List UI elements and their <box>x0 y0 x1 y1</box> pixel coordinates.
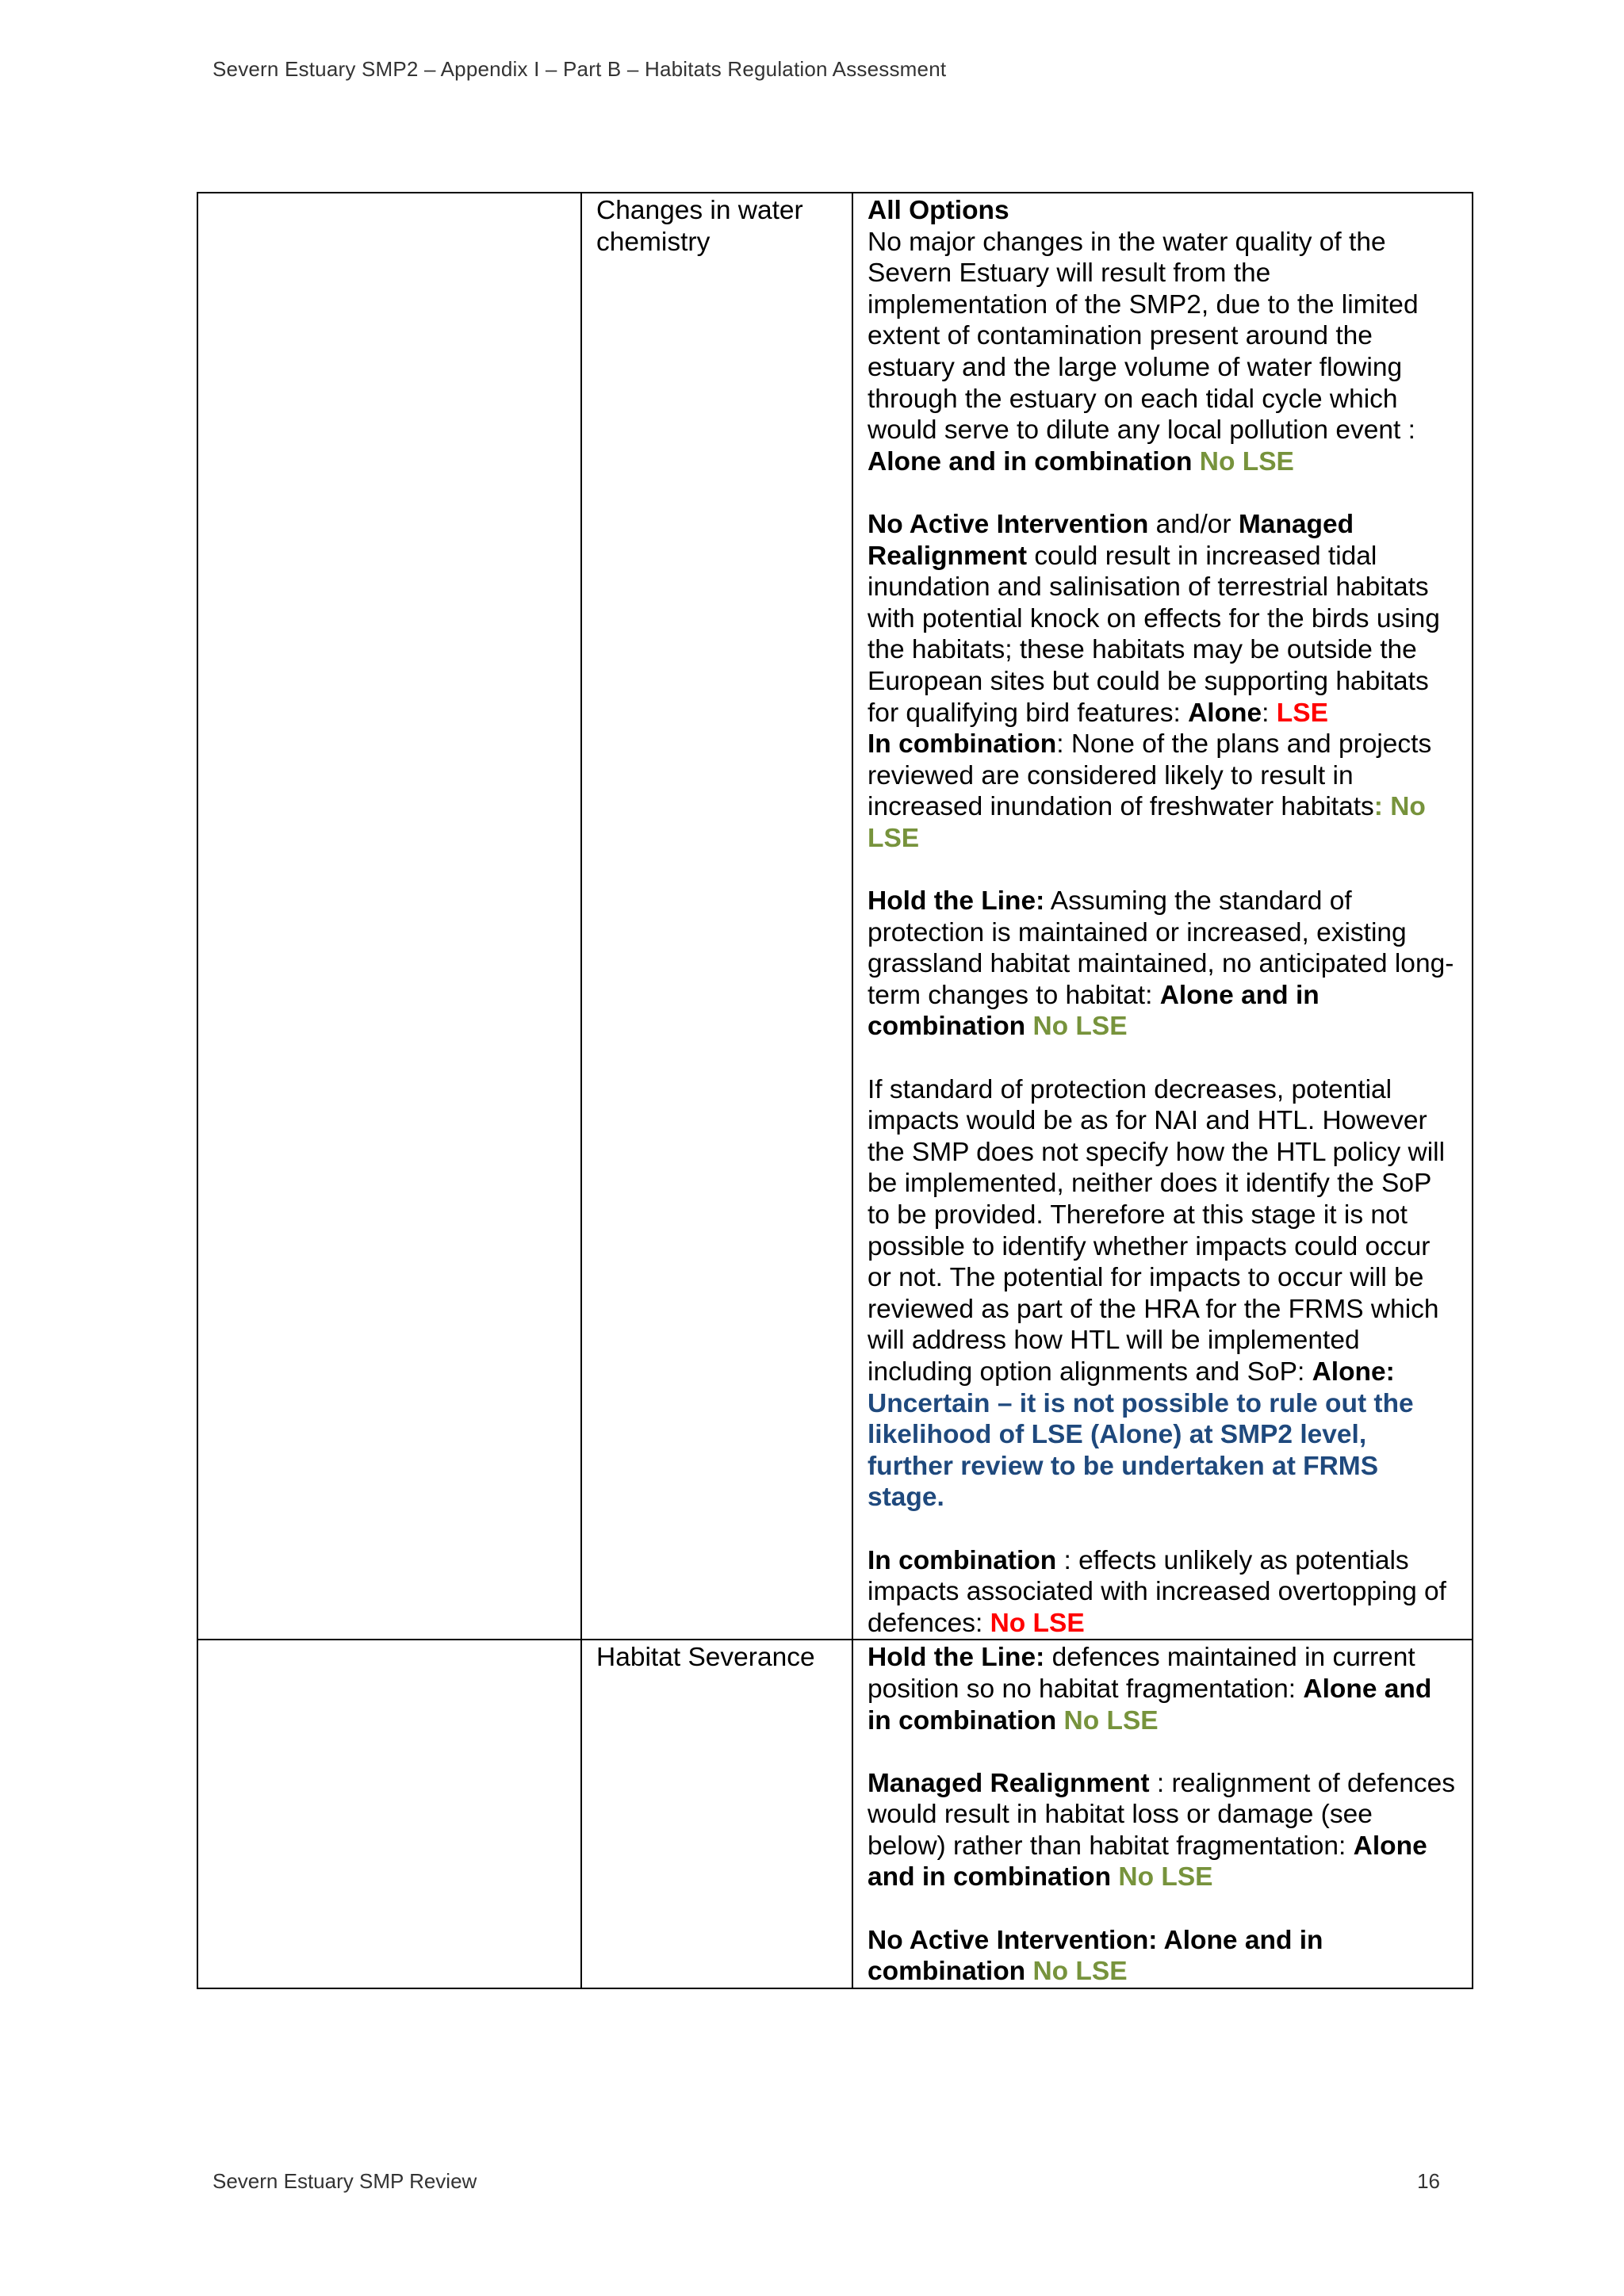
assessment-paragraph <box>868 886 1457 1043</box>
table-row <box>197 193 1473 1640</box>
policy-label: No Active Intervention <box>868 509 1149 539</box>
no-lse-verdict: No LSE <box>1032 1012 1128 1042</box>
paragraph-heading: Managed Realignment <box>868 1768 1150 1798</box>
separator: : <box>1373 792 1391 822</box>
effect-cell: Changes in water chemistry <box>581 193 852 1640</box>
no-lse-verdict: No LSE <box>868 792 1426 853</box>
assessment-paragraph <box>868 509 1457 855</box>
effect-cell: Habitat Severance <box>581 1640 852 1988</box>
no-lse-verdict: No LSE <box>1118 1862 1213 1892</box>
no-lse-verdict: No LSE <box>1199 446 1294 476</box>
assessment-paragraph <box>868 1074 1457 1513</box>
paragraph-text: : effects unlikely as potentials impacts associated with increased overtopping of defences: <box>868 1545 1446 1638</box>
paragraph-heading: Hold the Line: <box>868 1643 1045 1673</box>
no-lse-verdict: No LSE <box>1063 1705 1159 1735</box>
verdict-label: Alone and in combination <box>868 446 1193 476</box>
assessment-paragraph <box>868 1642 1457 1736</box>
paragraph-heading: Hold the Line: <box>868 886 1045 916</box>
assessment-cell <box>852 1640 1473 1988</box>
verdict-label: In combination <box>868 1545 1057 1575</box>
assessment-paragraph <box>868 1768 1457 1893</box>
site-cell <box>197 1640 581 1988</box>
paragraph-text: If standard of protection decreases, potential impacts would be as for NAI and HTL. However the SMP does not specify how the HTL policy will be implemented, neither does it identify the SoP to be provided. Therefore at this stage it is not possible to identify whether impacts could occur or not. The potential for impacts to occur will be reviewed as part of the HRA for the FRMS which will address how HTL will be implemented including option alignments and SoP: <box>868 1074 1446 1387</box>
paragraph-text: defences maintained in current position so no habitat fragmentation: <box>868 1643 1415 1704</box>
verdict-label: Alone and in combination <box>868 980 1320 1042</box>
paragraph-text: No major changes in the water quality of the Severn Estuary will result from the implementation of the SMP2, due to the limited extent of contamination present around the estuary and the large volume of water flowing through the estuary on each tidal cycle which would serve to dilute any local pollution event : <box>868 227 1419 446</box>
no-lse-verdict: No LSE <box>1032 1957 1128 1987</box>
lse-verdict: LSE <box>1276 698 1328 728</box>
assessment-paragraph <box>868 195 1457 477</box>
verdict-label: In combination <box>868 729 1057 760</box>
verdict-label: Alone and in combination <box>868 1831 1427 1892</box>
paragraph-heading: No Active Intervention: Alone and in combination <box>868 1925 1323 1987</box>
paragraph-text: could result in increased tidal inundation and salinisation of terrestrial habitats with potential knock on effects for the birds using the habitats; these habitats may be outside the European sites but could be supporting habitats for qualifying bird features: <box>868 541 1440 728</box>
paragraph-text: and/or <box>1148 509 1239 539</box>
assessment-cell <box>852 193 1473 1640</box>
separator: : <box>1262 698 1277 728</box>
site-cell <box>197 193 581 1640</box>
page-number: 16 <box>1417 2169 1440 2193</box>
running-footer: Severn Estuary SMP Review <box>213 2169 477 2193</box>
assessment-paragraph <box>868 1545 1457 1640</box>
assessment-table <box>197 192 1473 1989</box>
paragraph-text: : realignment of defences would result in habitat loss or damage (see below) rather than habitat fragmentation: <box>868 1768 1456 1861</box>
running-header: Severn Estuary SMP2 – Appendix I – Part B – Habitats Regulation Assessment <box>213 57 947 81</box>
paragraph-heading: All Options <box>868 196 1009 225</box>
assessment-paragraph <box>868 1925 1457 1988</box>
verdict-label: Alone: <box>1312 1357 1395 1387</box>
paragraph-text: : None of the plans and projects reviewed are considered likely to result in increased inundation of freshwater habitats <box>868 729 1432 822</box>
verdict-label: Alone <box>1188 698 1262 728</box>
lse-verdict: No LSE <box>990 1608 1085 1638</box>
uncertain-verdict: Uncertain – it is not possible to rule out the likelihood of LSE (Alone) at SMP2 level, further review to be undertaken at FRMS stage. <box>868 1388 1414 1513</box>
paragraph-text: Assuming the standard of protection is maintained or increased, existing grassland habitat maintained, no anticipated long-term changes to habitat: <box>868 886 1454 1010</box>
table-row <box>197 1640 1473 1988</box>
policy-label: Managed Realignment <box>868 509 1354 571</box>
verdict-label: Alone and in combination <box>868 1674 1432 1735</box>
